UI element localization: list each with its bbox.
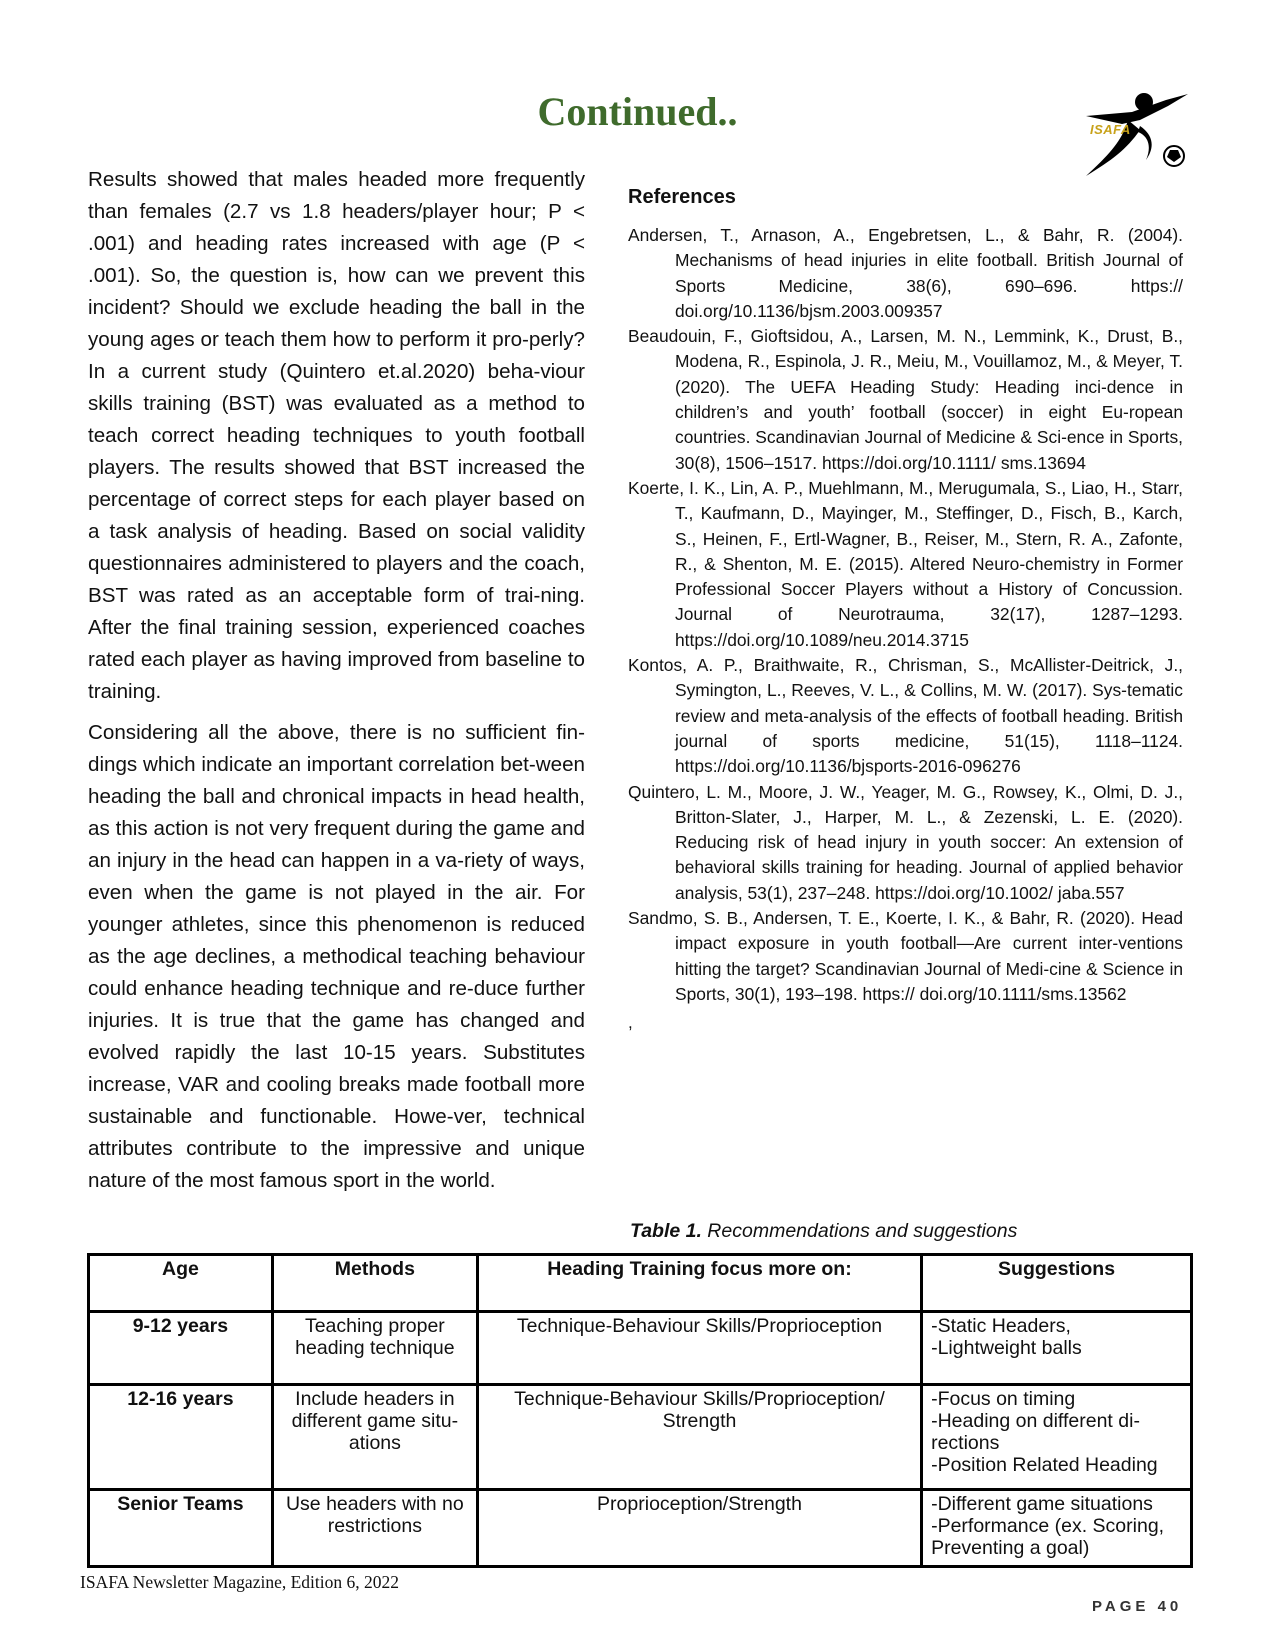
page-number: PAGE 40 — [1092, 1598, 1183, 1615]
logo-text: ISAFA — [1090, 122, 1131, 137]
suggestion-line: -Heading on different di-rections — [931, 1410, 1140, 1454]
age-cell: 9-12 years — [89, 1312, 273, 1385]
reference-item: Sandmo, S. B., Andersen, T. E., Koerte, I. K., & Bahr, R. (2020). Head impact exposure in youth football—Are current inter-ventions hitting the target? Scandinavian Journal of Medi-cine & Science in Sports, 30(1), 193–198. https:// doi.org/10.1111/sms.13562 — [628, 908, 1183, 1004]
table-header-suggestions: Suggestions — [922, 1255, 1192, 1312]
article-body — [88, 164, 585, 1206]
suggestions-cell — [922, 1385, 1192, 1490]
suggestions-cell — [922, 1312, 1192, 1385]
table-row — [89, 1490, 1192, 1567]
table-header-row — [89, 1255, 1192, 1312]
age-cell: 12-16 years — [89, 1385, 273, 1490]
suggestion-line: -Lightweight balls — [931, 1337, 1082, 1359]
table-header-age: Age — [89, 1255, 273, 1312]
table-header-methods: Methods — [272, 1255, 477, 1312]
table-row — [89, 1312, 1192, 1385]
reference-item: Koerte, I. K., Lin, A. P., Muehlmann, M., Merugumala, S., Liao, H., Starr, T., Kaufmann, D., Mayinger, M., Steffinger, D., Fisch, B., Karch, S., Heinen, F., Ertl-Wagner, B., Reiser, M., Stern, R. A., Zafonte, R., & Shenton, M. E. (2015). Altered Neuro-chemistry in Former Professional Soccer Players without a History of Concussion. Journal of Neurotrauma, 32(17), 1287–1293. https://doi.org/10.1089/neu.2014.3715 — [628, 477, 1183, 650]
focus-cell: Technique-Behaviour Skills/Proprioception — [477, 1312, 921, 1385]
suggestion-line: -Focus on timing — [931, 1388, 1076, 1410]
methods-cell: Teaching proper heading technique — [272, 1312, 477, 1385]
age-cell: Senior Teams — [89, 1490, 273, 1567]
article-paragraph: Considering all the above, there is no sufficient fin-dings which indicate an important correlation bet-ween heading the ball and chronical impacts in head health, as this action is not very frequent during the game and an injury in the head can happen in a va-riety of ways, even when the game is not played in the air. For younger athletes, since this phenomenon is reduced as the age declines, a methodical teaching behaviour could enhance heading technique and re-duce further injuries. It is true that the game has changed and evolved rapidly the last 10-15 years. Substitutes increase, VAR and cooling breaks made football more sustainable and functionable. Howe-ver, technical attributes contribute to the impressive and unique nature of the most famous sport in the world. — [88, 721, 585, 1192]
isafa-player-logo-icon — [1082, 90, 1190, 186]
methods-cell: Include headers in different game situ-ations — [272, 1385, 477, 1490]
references-heading: References — [628, 186, 736, 208]
table-caption — [630, 1220, 1017, 1243]
reference-item: Beaudouin, F., Gioftsidou, A., Larsen, M. N., Lemmink, K., Drust, B., Modena, R., Espinola, J. R., Meiu, M., Vouillamoz, M., & Meyer, T. (2020). The UEFA Heading Study: Heading inci-dence in children’s and youth’ football (soccer) in eight Eu-ropean countries. Scandinavian Journal of Medicine & Sci-ence in Sports, 30(8), 1506–1517. https://doi.org/10.1111/ sms.13694 — [628, 326, 1183, 473]
recommendations-table — [87, 1253, 1193, 1568]
references-section — [628, 186, 1183, 1033]
table-caption-text: Recommendations and suggestions — [701, 1220, 1018, 1242]
table-header-focus: Heading Training focus more on: — [477, 1255, 921, 1312]
table-caption-label: Table 1. — [630, 1220, 702, 1242]
focus-cell: Technique-Behaviour Skills/Proprioception/ Strength — [477, 1385, 921, 1490]
reference-item: Andersen, T., Arnason, A., Engebretsen, L., & Bahr, R. (2004). Mechanisms of head injuries in elite football. British Journal of Sports Medicine, 38(6), 690–696. https:// doi.org/10.1136/bjsm.2003.009357 — [628, 225, 1183, 321]
reference-item: Quintero, L. M., Moore, J. W., Yeager, M. G., Rowsey, K., Olmi, D. J., Britton-Slater, J., Harper, M. L., & Zezenski, L. E. (2020). Reducing risk of head injury in youth soccer: An extension of behavioral skills training for heading. Journal of applied behavior analysis, 53(1), 237–248. https://doi.org/10.1002/ jaba.557 — [628, 781, 1183, 903]
stray-mark: , — [628, 1013, 633, 1033]
reference-item: Kontos, A. P., Braithwaite, R., Chrisman, S., McAllister-Deitrick, J., Symington, L., Reeves, V. L., & Collins, M. W. (2017). Sys-tematic review and meta-analysis of the effects of football heading. British journal of sports medicine, 51(15), 1118–1124. https://doi.org/10.1136/bjsports-2016-096276 — [628, 655, 1183, 777]
suggestions-cell — [922, 1490, 1192, 1567]
article-paragraph: Results showed that males headed more frequently than females (2.7 vs 1.8 headers/player hour; P < .001) and heading rates increased with age (P < .001). So, the question is, how can we prevent this incident? Should we exclude heading the ball in the young ages or teach them how to perform it pro-perly? In a current study (Quintero et.al.2020) beha-viour skills training (BST) was evaluated as a method to teach correct heading techniques to youth football players. The results showed that BST increased the percentage of correct steps for each player based on a task analysis of heading. Based on social validity questionnaires administered to players and the coach, BST was rated as an acceptable form of trai-ning. After the final training session, experienced coaches rated each player as having improved from baseline to training. — [88, 168, 585, 703]
publication-footer: ISAFA Newsletter Magazine, Edition 6, 2022 — [80, 1572, 399, 1592]
suggestion-line: -Position Related Heading — [931, 1454, 1158, 1476]
methods-cell: Use headers with no restrictions — [272, 1490, 477, 1567]
table-row — [89, 1385, 1192, 1490]
suggestion-line: -Different game situations — [931, 1493, 1153, 1515]
focus-cell: Proprioception/Strength — [477, 1490, 921, 1567]
page-title: Continued.. — [537, 89, 738, 134]
suggestion-line: -Performance (ex. Scoring, Preventing a goal) — [931, 1515, 1165, 1559]
suggestion-line: -Static Headers, — [931, 1315, 1071, 1337]
